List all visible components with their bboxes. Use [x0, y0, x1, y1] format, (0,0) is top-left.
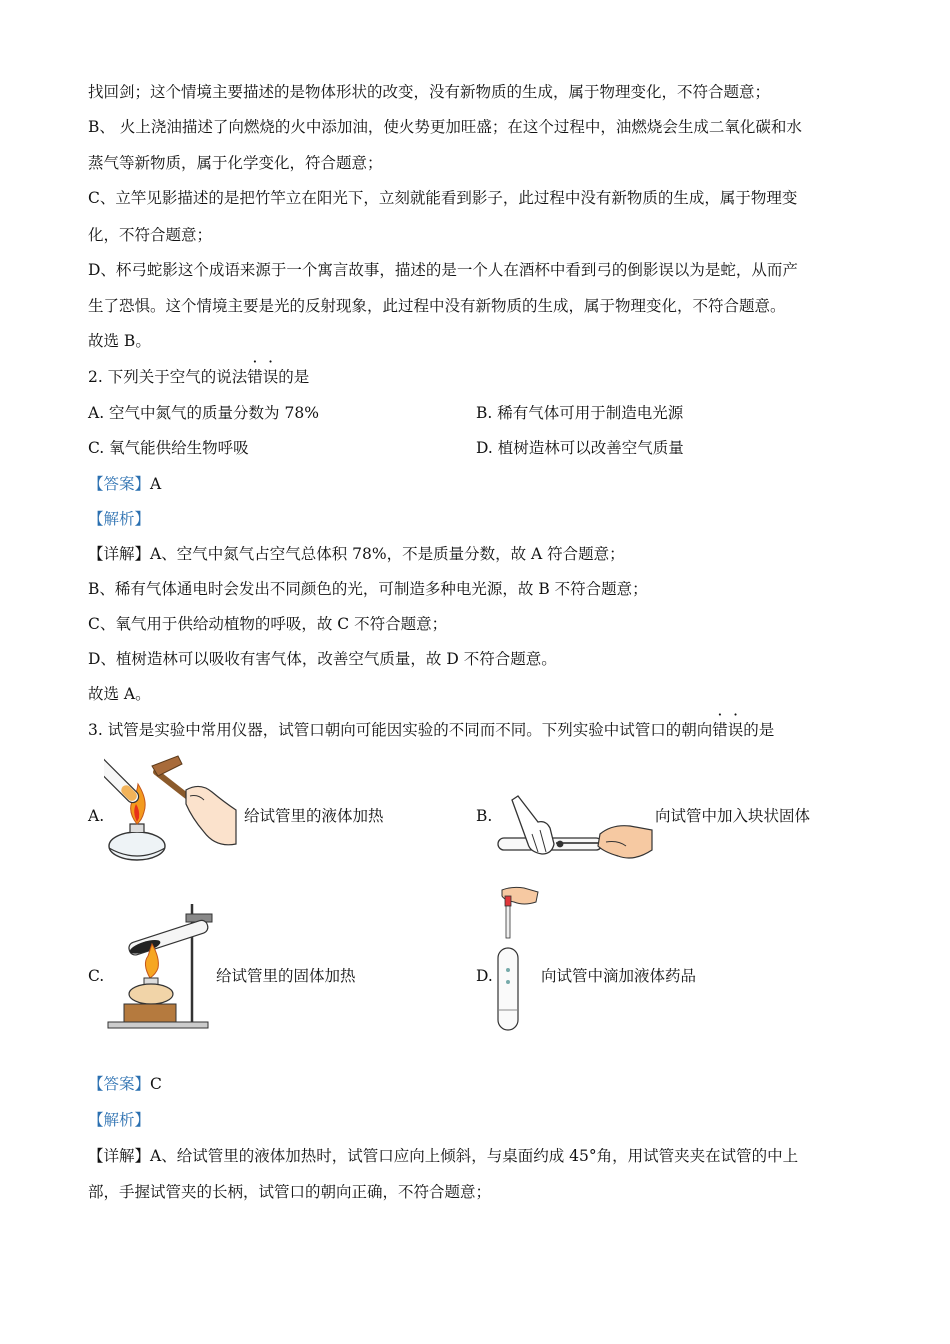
- adding-block-solid-figure: [494, 790, 654, 862]
- text-line: 蒸气等新物质，属于化学变化，符合题意；: [88, 154, 383, 172]
- option-b-letter: B.: [476, 807, 493, 825]
- answer-value: A: [150, 475, 162, 493]
- option-c-letter: C.: [88, 967, 105, 985]
- question-2-stem: [88, 367, 309, 387]
- detail-line: [88, 544, 625, 564]
- emphasis-char: 误: [262, 368, 279, 386]
- detail-text: A、空气中氮气占空气总体积 78%，不是质量分数，故 A 符合题意；: [150, 545, 625, 563]
- option-d-text: 向试管中滴加液体药品: [541, 967, 697, 985]
- heating-liquid-figure: [104, 752, 239, 864]
- stem-text: 的是: [278, 368, 310, 386]
- answer-tag: 【答案】: [88, 475, 151, 493]
- text-line: C、立竿见影描述的是把竹竿立在阳光下，立刻就能看到影子，此过程中没有新物质的生成，属于物理变: [88, 189, 798, 207]
- text-line: 故选 B。: [88, 332, 151, 350]
- option-b: B. 稀有气体可用于制造电光源: [476, 404, 684, 422]
- option-a-text: 给试管里的液体加热: [244, 807, 384, 825]
- analysis-tag: 【解析】: [88, 1111, 151, 1129]
- detail-line: 故选 A。: [88, 685, 151, 703]
- question-3-stem: [88, 720, 774, 740]
- option-d-letter: D.: [476, 967, 493, 985]
- answer-tag: 【答案】: [88, 1075, 151, 1093]
- dropping-liquid-figure: [494, 884, 544, 1034]
- option-c-text: 给试管里的固体加热: [216, 967, 356, 985]
- detail-tag: 【详解】: [88, 1147, 151, 1165]
- stem-text: 2. 下列关于空气的说法: [88, 368, 248, 386]
- answer-line: [88, 474, 161, 494]
- text-line: 化，不符合题意；: [88, 226, 213, 244]
- answer-line: [88, 1074, 162, 1094]
- option-d: D. 植树造林可以改善空气质量: [476, 439, 684, 457]
- emphasis-char: 错: [712, 721, 728, 739]
- text-line: 生了恐惧。这个情境主要是光的反射现象，此过程中没有新物质的生成，属于物理变化，不符合题意。: [88, 297, 786, 315]
- option-b-text: 向试管中加入块状固体: [655, 807, 811, 825]
- detail-text: A、给试管里的液体加热时，试管口应向上倾斜，与桌面约成 45°角，用试管夹夹在试管的中上: [150, 1147, 799, 1165]
- text-line: B、 火上浇油描述了向燃烧的火中添加油，使火势更加旺盛；在这个过程中，油燃烧会生成二氧化碳和水: [88, 118, 802, 136]
- heating-solid-figure: [106, 900, 221, 1032]
- stem-text: 的是: [743, 721, 775, 739]
- emphasis-char: 误: [727, 721, 744, 739]
- detail-line: 部，手握试管夹的长柄，试管口的朝向正确，不符合题意；: [88, 1183, 492, 1201]
- detail-line: B、稀有气体通电时会发出不同颜色的光，可制造多种电光源，故 B 不符合题意；: [88, 580, 648, 598]
- text-line: D、杯弓蛇影这个成语来源于一个寓言故事，描述的是一个人在酒杯中看到弓的倒影误以为是蛇，从而产: [88, 261, 798, 279]
- stem-text: 3. 试管是实验中常用仪器，试管口朝向可能因实验的不同而不同。下列实验中试管口的朝向: [88, 721, 713, 739]
- detail-line: [88, 1146, 798, 1166]
- detail-tag: 【详解】: [88, 545, 151, 563]
- detail-line: C、氧气用于供给动植物的呼吸，故 C 不符合题意；: [88, 615, 448, 633]
- option-c: C. 氧气能供给生物呼吸: [88, 439, 249, 457]
- analysis-tag: 【解析】: [88, 510, 151, 528]
- detail-line: D、植树造林可以吸收有害气体，改善空气质量，故 D 不符合题意。: [88, 650, 557, 668]
- emphasis-char: 错: [247, 368, 263, 386]
- option-a-letter: A.: [88, 807, 105, 825]
- answer-value: C: [150, 1075, 162, 1093]
- option-a: A. 空气中氮气的质量分数为 78%: [88, 404, 319, 422]
- text-line: 找回剑；这个情境主要描述的是物体形状的改变，没有新物质的生成，属于物理变化，不符合题意；: [88, 83, 771, 101]
